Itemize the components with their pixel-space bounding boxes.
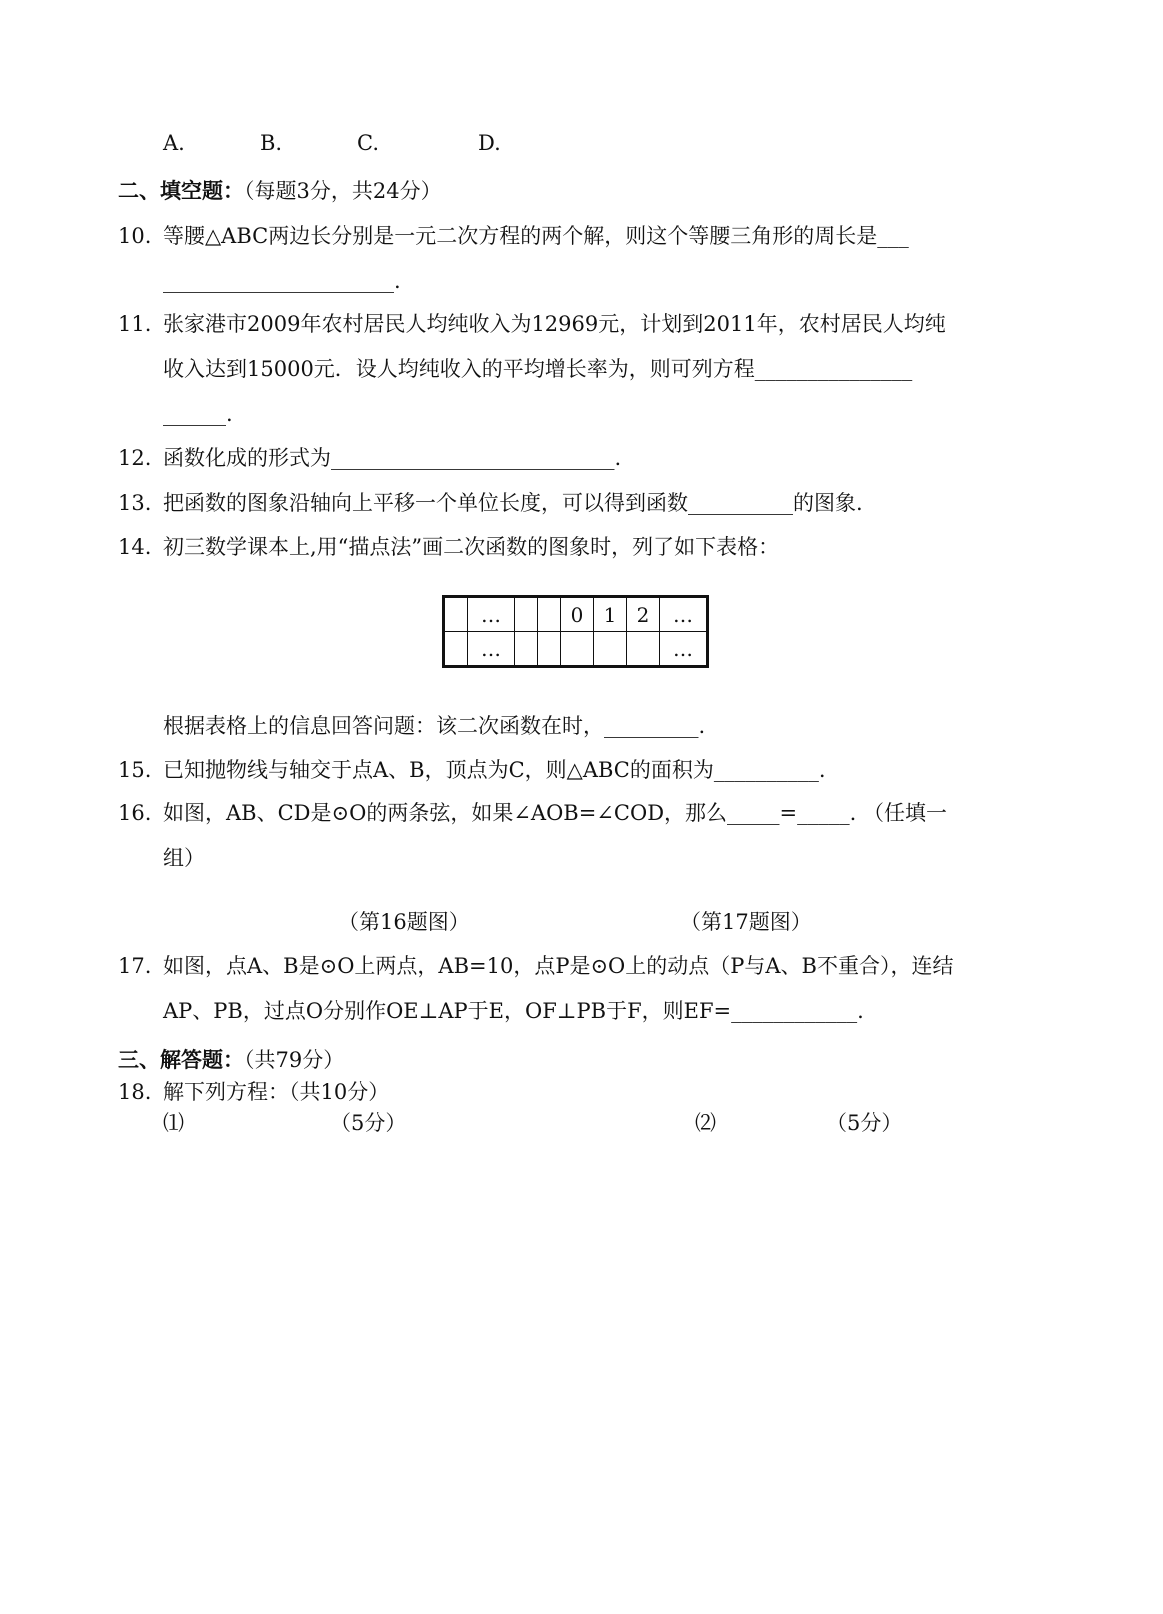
q11-line1: 张家港市2009年农村居民人均纯收入为12969元，计划到2011年，农村居民人均纯: [163, 312, 946, 336]
section3-title: 三、解答题：: [118, 1047, 244, 1072]
table-cell: 1: [594, 597, 627, 632]
q17-number: 17.: [118, 954, 152, 978]
choice-d: D.: [478, 131, 501, 155]
table-cell: [627, 632, 660, 667]
table-cell: 2: [627, 597, 660, 632]
section3-note: （共79分）: [244, 1048, 345, 1072]
table-row: [444, 632, 708, 667]
q16-number: 16.: [118, 801, 152, 825]
q10-line2: ______________________.: [163, 269, 401, 293]
fig16-caption: （第16题图）: [338, 910, 470, 934]
table-cell: [594, 632, 627, 667]
q13-number: 13.: [118, 491, 152, 515]
q11-number: 11.: [118, 312, 152, 336]
q13-text: 把函数的图象沿轴向上平移一个单位长度，可以得到函数__________的图象.: [163, 491, 863, 515]
q10-number: 10.: [118, 224, 152, 248]
q14-text: 初三数学课本上,用“描点法”画二次函数的图象时，列了如下表格：: [163, 535, 780, 559]
table-cell: [538, 632, 561, 667]
q10-line1: 等腰△ABC两边长分别是一元二次方程的两个解，则这个等腰三角形的周长是___: [163, 224, 909, 248]
q14-value-table: [442, 595, 709, 668]
q15-number: 15.: [118, 758, 152, 782]
choice-c: C.: [357, 131, 379, 155]
q18-text: 解下列方程：（共10分）: [163, 1080, 390, 1104]
q18-part1-label: ⑴: [163, 1111, 184, 1135]
q11-line2: 收入达到15000元．设人均纯收入的平均增长率为，则可列方程_______________: [163, 357, 913, 381]
section2-title: 二、填空题：: [118, 178, 244, 203]
fig17-caption: （第17题图）: [680, 910, 812, 934]
q16-line2: 组）: [163, 846, 205, 870]
table-cell: …: [660, 597, 708, 632]
section2-note: （每题3分，共24分）: [244, 179, 442, 203]
q18-number: 18.: [118, 1080, 152, 1104]
q14-number: 14.: [118, 535, 152, 559]
table-cell: [444, 632, 468, 667]
section2-heading: [118, 180, 442, 202]
q17-line1: 如图，点A、B是⊙O上两点，AB=10，点P是⊙O上的动点（P与A、B不重合），连结: [163, 954, 954, 978]
q17-line2: AP、PB，过点O分别作OE⊥AP于E，OF⊥PB于F，则EF=____________.: [163, 999, 864, 1023]
table-cell: [515, 632, 538, 667]
q18-part2-label: ⑵: [695, 1111, 716, 1135]
section3-heading: [118, 1049, 344, 1071]
table-cell: 0: [561, 597, 594, 632]
table-cell: [515, 597, 538, 632]
table-cell: …: [660, 632, 708, 667]
table-cell: …: [468, 632, 515, 667]
q16-line1: 如图，AB、CD是⊙O的两条弦，如果∠AOB=∠COD，那么_____=_____. （任填一: [163, 801, 947, 825]
q14-followup: 根据表格上的信息回答问题：该二次函数在时，_________.: [163, 714, 706, 738]
q18-part2-score: （5分）: [826, 1111, 903, 1135]
table-cell: …: [468, 597, 515, 632]
table-row: [444, 597, 708, 632]
q15-text: 已知抛物线与轴交于点A、B，顶点为C，则△ABC的面积为__________.: [163, 758, 826, 782]
q18-part1-score: （5分）: [330, 1111, 407, 1135]
q12-text: 函数化成的形式为___________________________.: [163, 446, 622, 470]
q11-line3: ______.: [163, 402, 233, 426]
table-cell: [538, 597, 561, 632]
q12-number: 12.: [118, 446, 152, 470]
choice-a: A.: [163, 131, 185, 155]
table-cell: [561, 632, 594, 667]
choice-b: B.: [260, 131, 283, 155]
table-cell: [444, 597, 468, 632]
